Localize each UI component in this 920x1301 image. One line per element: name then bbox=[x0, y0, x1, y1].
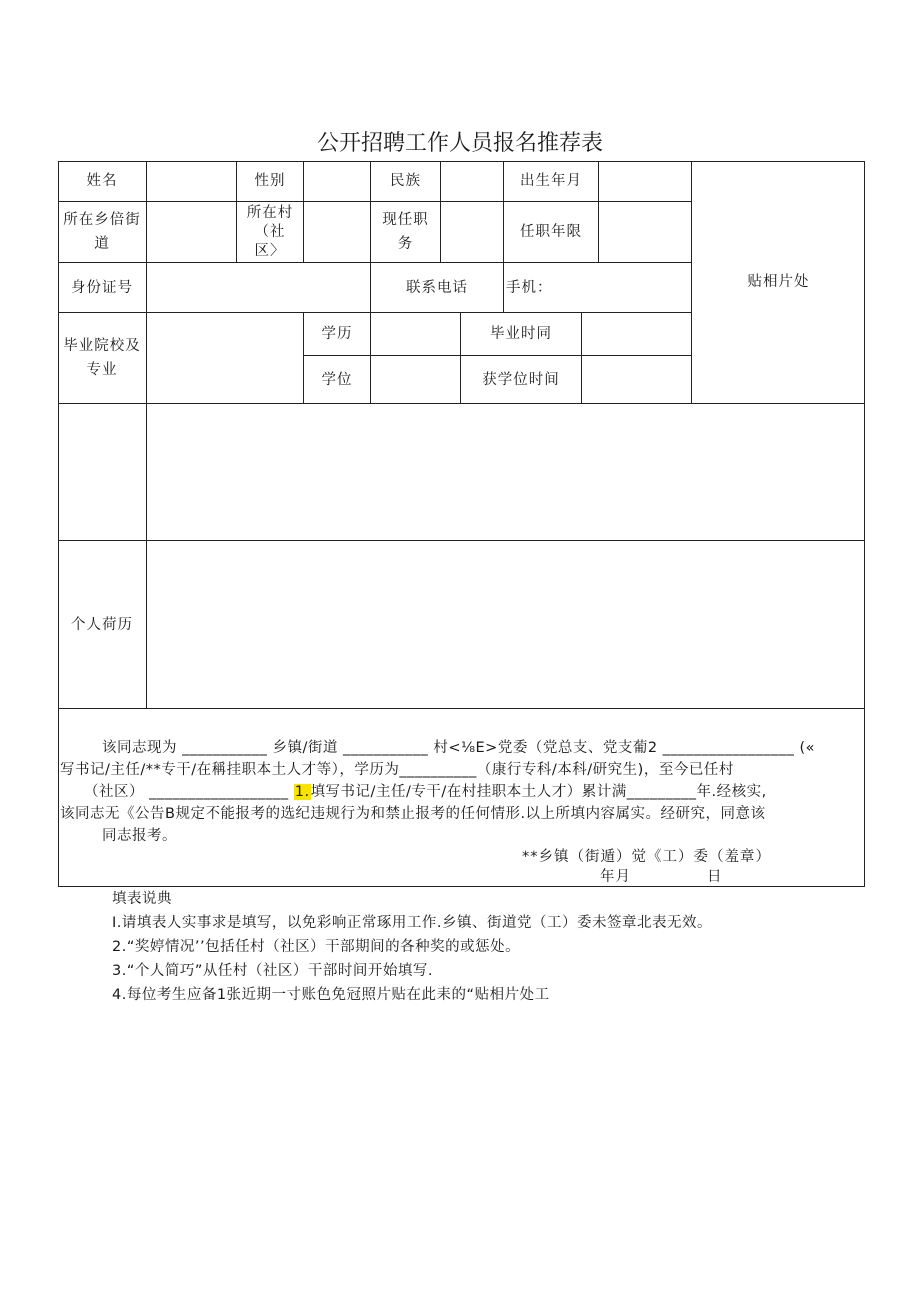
school-major-label bbox=[58, 313, 146, 403]
birth-date-label: 出生年月 bbox=[520, 173, 582, 189]
recommendation-line-5: 同志报考。 bbox=[102, 828, 177, 844]
degree-label: 学位 bbox=[321, 371, 353, 388]
village-label-line2: （社 bbox=[254, 223, 286, 240]
note-item: I.请填表人实事求是填写，以免彩响正常琢用工作.乡镇、街道党（工）委未签章北表无效。 bbox=[112, 915, 712, 931]
village-label bbox=[237, 202, 303, 262]
note-item: 3.“个人简巧”从任村（社区）干部时间开始填写. bbox=[112, 963, 433, 979]
recommendation-line-2: 写书记/主任/**专干/在稱挂职本土人才等），学历为__________（康行专科/本科/研究生)，至今已任村 bbox=[60, 762, 734, 778]
resume-field[interactable] bbox=[147, 541, 865, 708]
village-label-line3: 区〉 bbox=[254, 242, 286, 259]
position-label-line1: 现任职 bbox=[382, 212, 429, 228]
recommendation-text bbox=[60, 737, 863, 847]
school-major-field[interactable] bbox=[147, 313, 303, 403]
position-label-line2: 务 bbox=[397, 236, 414, 252]
recommendation-line-3-pre: （社区） __________________ bbox=[84, 784, 294, 800]
form-notes bbox=[112, 887, 712, 1007]
party-committee-seal: **乡镇（街遁）觉《工）委（羞章） bbox=[522, 849, 771, 865]
note-item: 4.每位考生应备1张近期一寸账色免冠照片贴在此耒的“贴相片处工 bbox=[112, 987, 550, 1003]
mobile-field[interactable]: 手机： bbox=[506, 279, 553, 296]
graduation-time-field[interactable] bbox=[582, 313, 691, 355]
position-label bbox=[371, 202, 440, 262]
village-field[interactable] bbox=[304, 202, 370, 262]
name-label: 姓名 bbox=[86, 173, 118, 189]
education-label: 学历 bbox=[321, 326, 353, 342]
tenure-field[interactable] bbox=[599, 202, 691, 262]
gender-label: 性别 bbox=[254, 173, 286, 189]
awards-field[interactable] bbox=[147, 404, 865, 540]
education-field[interactable] bbox=[371, 313, 460, 355]
date-day: 日 bbox=[707, 869, 723, 885]
highlight-mark: 1. bbox=[294, 784, 310, 800]
degree-time-label: 获学位时间 bbox=[482, 371, 560, 388]
tenure-label: 任职年限 bbox=[520, 224, 582, 240]
degree-time-field[interactable] bbox=[582, 356, 691, 403]
phone-label: 联系电话 bbox=[406, 279, 468, 296]
recommendation-line-3-post: 填写书记/主任/专干/在村挂职本土人才）累计满_________年.经核实, bbox=[310, 784, 767, 800]
school-label-line2: 专业 bbox=[86, 362, 118, 378]
gender-field[interactable] bbox=[304, 161, 370, 201]
town-field[interactable] bbox=[147, 202, 236, 262]
ethnicity-label: 民族 bbox=[390, 173, 421, 189]
form-title: 公开招聘工作人员报名推荐表 bbox=[316, 131, 603, 156]
id-number-field[interactable] bbox=[147, 263, 370, 312]
name-field[interactable] bbox=[147, 161, 236, 201]
town-label-line2: 道 bbox=[94, 236, 110, 252]
town-label bbox=[58, 202, 146, 262]
village-label-line1: 所在村 bbox=[246, 204, 294, 221]
note-item: 2.“奖婷情况’’包括任村（社区）干部期间的各种奖的或惩处。 bbox=[112, 939, 521, 955]
recommendation-line-1: 该同志现为 ___________ 乡镇/街道 ___________ 村<⅛E>党委（党总支、党支葡2 _________________ (« bbox=[102, 740, 816, 756]
recommendation-line-4: 该同志无《公告B规定不能报考的选纪违规行为和禁止报考的任何情形.以上所填内容属实。经研究，同意该 bbox=[60, 806, 766, 822]
row-divider bbox=[58, 708, 865, 709]
school-label-line1: 毕业院校及 bbox=[63, 338, 141, 354]
photo-area: 贴相片处 bbox=[747, 274, 810, 290]
date-year-month: 年月 bbox=[600, 869, 631, 885]
graduation-time-label: 毕业时同 bbox=[490, 326, 552, 342]
recommendation-line-3 bbox=[60, 781, 863, 803]
degree-field[interactable] bbox=[371, 356, 460, 403]
id-number-label: 身份证号 bbox=[71, 279, 133, 296]
resume-label: 个人荷历 bbox=[71, 616, 133, 633]
notes-heading: 填表说典 bbox=[112, 891, 172, 907]
position-field[interactable] bbox=[441, 202, 503, 262]
awards-label bbox=[58, 404, 146, 540]
ethnicity-field[interactable] bbox=[441, 161, 503, 201]
town-label-line1: 所在乡倍街 bbox=[63, 212, 141, 228]
birth-date-field[interactable] bbox=[599, 161, 691, 201]
